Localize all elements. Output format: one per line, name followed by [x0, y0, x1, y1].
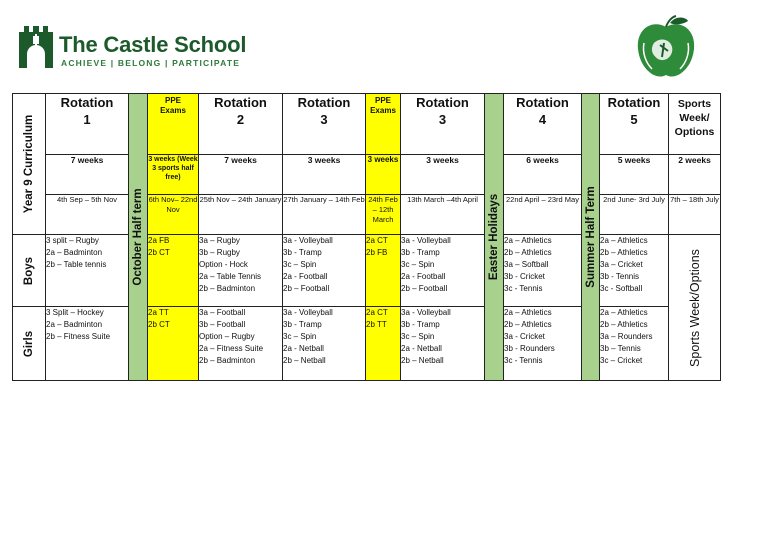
boys-ppe-1: 2a FB 2b CT — [148, 235, 199, 307]
school-tagline: ACHIEVE | BELONG | PARTICIPATE — [61, 58, 241, 68]
boys-rotation-4: 2a – Athletics 2b – Athletics 3a – Softball 3b - Cricket 3c - Tennis — [504, 235, 582, 307]
apple-emblem-icon — [630, 13, 702, 83]
ppe-1-dates: 6th Nov– 22nd Nov — [148, 195, 199, 235]
ppe-2-weeks: 3 weeks — [366, 155, 401, 195]
sports-week-options: Sports Week/Options — [669, 235, 721, 381]
boys-ppe-2: 2a CT 2b FB — [366, 235, 401, 307]
girls-ppe-2: 2a CT 2b TT — [366, 307, 401, 381]
rotation-1-dates: 4th Sep – 5th Nov — [46, 195, 129, 235]
col-ppe-1-title: PPE Exams — [148, 94, 199, 155]
rotation-2-dates: 25th Nov – 24th January — [199, 195, 283, 235]
summer-half-term: Summer Half Term — [582, 94, 600, 381]
sports-week-dates: 7th – 18th July — [669, 195, 721, 235]
col-sports-week-title: Sports Week/ Options — [669, 94, 721, 155]
school-name: The Castle School — [59, 32, 247, 57]
girls-rotation-3a: 3a - Volleyball 3b - Tramp 3c – Spin 2a - Netball 2b – Netball — [283, 307, 366, 381]
rotation-3a-dates: 27th January – 14th Feb — [283, 195, 366, 235]
boys-rotation-3a: 3a - Volleyball 3b - Tramp 3c – Spin 2a - Football 2b – Football — [283, 235, 366, 307]
easter-holidays: Easter Holidays — [485, 94, 504, 381]
boys-rotation-2: 3a – Rugby 3b – Rugby Option - Hock 2a – Table Tennis 2b – Badminton — [199, 235, 283, 307]
col-rotation-2-title: Rotation 2 — [199, 94, 283, 155]
col-rotation-3a-title: Rotation 3 — [283, 94, 366, 155]
boys-rotation-5: 2a – Athletics 2b – Athletics 3a – Cricket 3b - Tennis 3c - Softball — [600, 235, 669, 307]
october-half-term: October Half term — [129, 94, 148, 381]
rotation-3b-weeks: 3 weeks — [401, 155, 485, 195]
col-rotation-5-title: Rotation 5 — [600, 94, 669, 155]
rotation-3a-weeks: 3 weeks — [283, 155, 366, 195]
col-rotation-1-title: Rotation 1 — [46, 94, 129, 155]
girls-rotation-4: 2a – Athletics 2b – Athletics 3a - Cricket 3b - Rounders 3c - Tennis — [504, 307, 582, 381]
sports-week-weeks: 2 weeks — [669, 155, 721, 195]
ppe-1-weeks: 3 weeks (Week 3 sports half free) — [148, 155, 199, 195]
rotation-1-weeks: 7 weeks — [46, 155, 129, 195]
girls-rotation-1: 3 Split – Hockey 2a – Badminton 2b – Fitness Suite — [46, 307, 129, 381]
girls-rotation-5: 2a – Athletics 2b – Athletics 3a – Rounders 3b – Tennis 3c – Cricket — [600, 307, 669, 381]
school-logo — [17, 22, 277, 72]
boys-rotation-3b: 3a - Volleyball 3b - Tramp 3c – Spin 2a - Football 2b – Football — [401, 235, 485, 307]
col-rotation-4-title: Rotation 4 — [504, 94, 582, 155]
rotation-4-dates: 22nd April – 23rd May — [504, 195, 582, 235]
col-ppe-2-title: PPE Exams — [366, 94, 401, 155]
girls-ppe-1: 2a TT 2b CT — [148, 307, 199, 381]
castle-icon — [17, 24, 55, 70]
girls-row-label: Girls — [13, 307, 46, 381]
rotation-5-dates: 2nd June- 3rd July — [600, 195, 669, 235]
boys-rotation-1: 3 split – Rugby 2a – Badminton 2b – Table tennis — [46, 235, 129, 307]
girls-rotation-3b: 3a - Volleyball 3b - Tramp 3c – Spin 2a - Netball 2b – Netball — [401, 307, 485, 381]
col-rotation-3b-title: Rotation 3 — [401, 94, 485, 155]
rotation-4-weeks: 6 weeks — [504, 155, 582, 195]
boys-row-label: Boys — [13, 235, 46, 307]
ppe-2-dates: 24th Feb – 12th March — [366, 195, 401, 235]
rotation-2-weeks: 7 weeks — [199, 155, 283, 195]
rotation-3b-dates: 13th March –4th April — [401, 195, 485, 235]
rotation-5-weeks: 5 weeks — [600, 155, 669, 195]
curriculum-row-label: Year 9 Curriculum — [13, 94, 46, 235]
girls-rotation-2: 3a – Football 3b – Football Option – Rugby 2a – Fitness Suite 2b – Badminton — [199, 307, 283, 381]
curriculum-table — [12, 93, 721, 381]
